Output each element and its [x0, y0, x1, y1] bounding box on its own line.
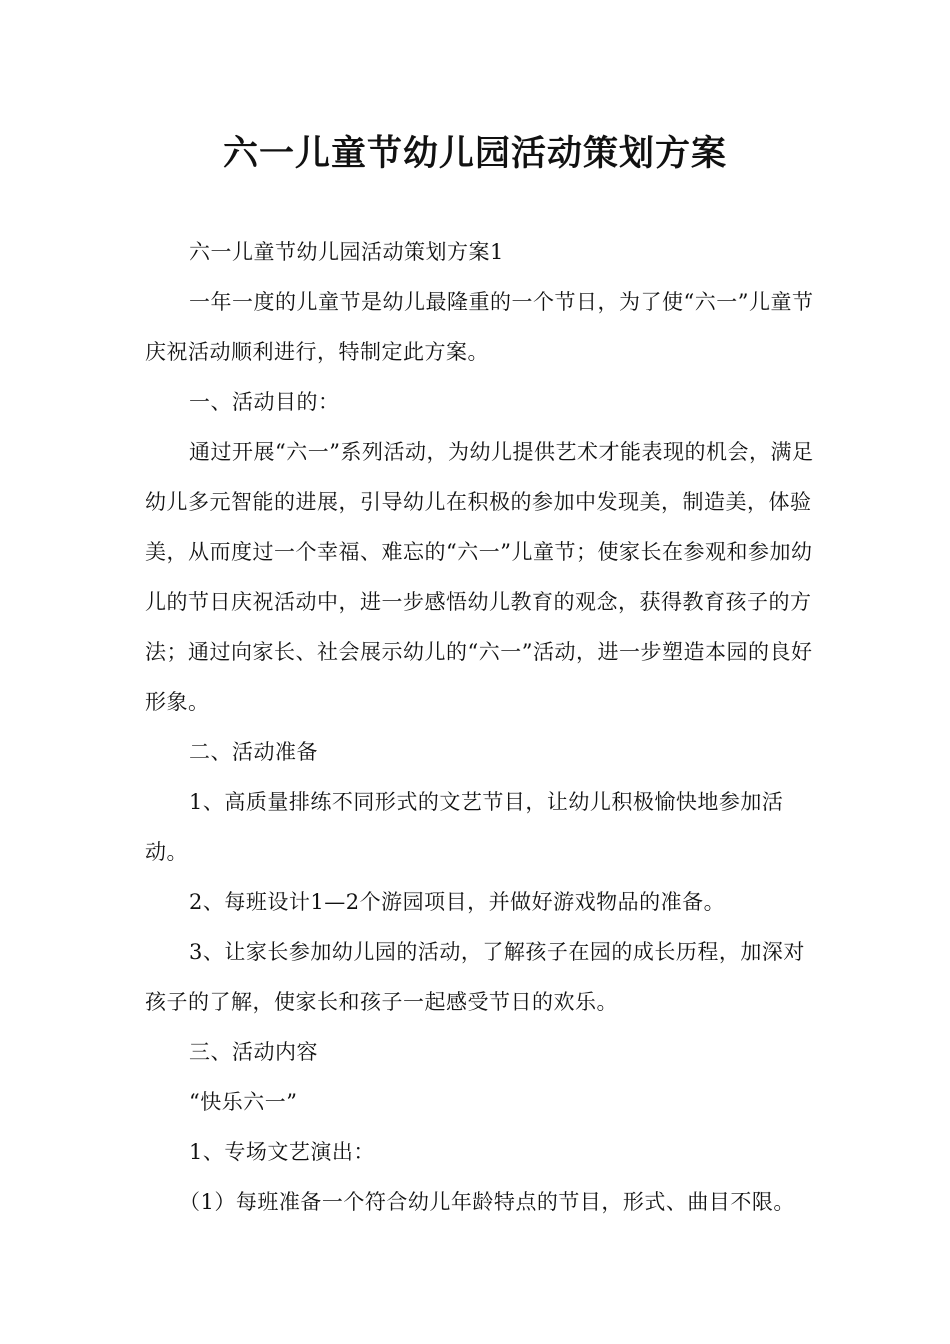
purpose-paragraph: 通过开展“六一”系列活动，为幼儿提供艺术才能表现的机会，满足幼儿多元智能的进展，引导幼儿在积极的参加中发现美，制造美，体验美，从而度过一个幸福、难忘的“六一”儿童节；使家长在参观和参加幼儿的节日庆祝活动中，进一步感悟幼儿教育的观念，获得教育孩子的方法；通过向家长、社会展示幼儿的“六一”活动，进一步塑造本园的良好形象。	[145, 440, 814, 714]
preparation-item-3: 3、让家长参加幼儿园的活动，了解孩子在园的成长历程，加深对孩子的了解，使家长和孩子一起感受节日的欢乐。	[145, 940, 805, 1014]
preparation-item-2: 2、每班设计1—2个游园项目，并做好游戏物品的准备。	[189, 890, 726, 914]
intro-paragraph: 一年一度的儿童节是幼儿最隆重的一个节日，为了使“六一”儿童节庆祝活动顺利进行，特制定此方案。	[145, 290, 814, 364]
subtitle-paragraph: 六一儿童节幼儿园活动策划方案1	[189, 240, 504, 264]
section-heading-content: 三、活动内容	[189, 1040, 318, 1064]
section-heading-purpose: 一、活动目的：	[189, 390, 340, 414]
content-theme: “快乐六一”	[189, 1090, 298, 1114]
preparation-item-1: 1、高质量排练不同形式的文艺节目，让幼儿积极愉快地参加活动。	[145, 790, 784, 864]
section-heading-preparation: 二、活动准备	[189, 740, 318, 764]
content-subitem-1: （1）每班准备一个符合幼儿年龄特点的节目，形式、曲目不限。	[179, 1190, 795, 1214]
document-title: 六一儿童节幼儿园活动策划方案	[222, 134, 727, 174]
content-item-1: 1、专场文艺演出：	[189, 1140, 375, 1164]
